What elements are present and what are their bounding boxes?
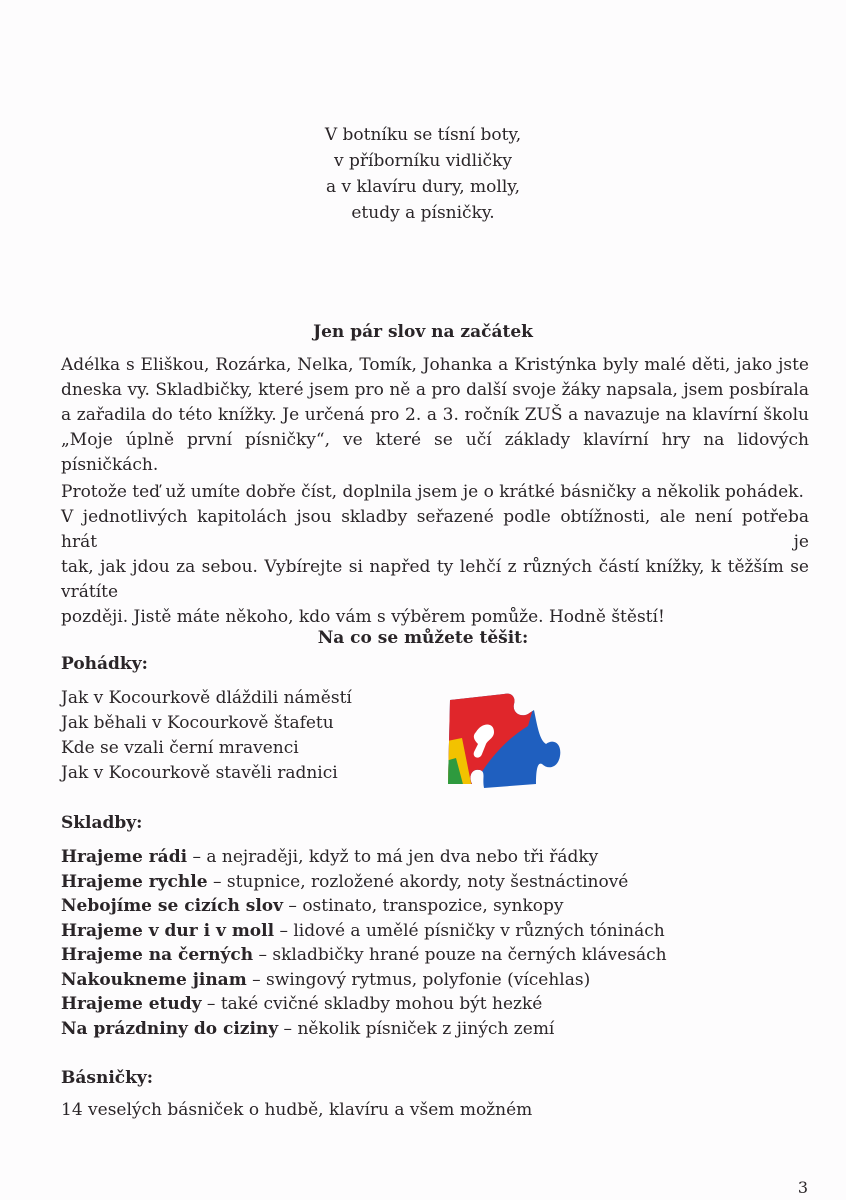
- poem-line: etudy a písničky.: [351, 203, 495, 223]
- paragraph-line: později. Jistě máte někoho, kdo vám s výběrem pomůže. Hodně štěstí!: [61, 607, 665, 627]
- paragraph-line: „Moje úplně první písničky“, ve které se učí základy klavírní hry na lidových písničkách.: [61, 430, 809, 475]
- item-title: Na prázdniny do ciziny: [61, 1018, 279, 1039]
- item-title: Hrajeme etudy: [61, 994, 202, 1014]
- list-item: Jak běhali v Kocourkově štafetu: [61, 713, 334, 733]
- item-title: Hrajeme rychle: [61, 871, 208, 892]
- poem-line: a v klavíru dury, molly,: [325, 177, 521, 197]
- list-item: [61, 968, 667, 993]
- tales-heading: Pohádky:: [61, 654, 148, 674]
- list-item: Jak v Kocourkově dláždili náměstí: [61, 688, 352, 708]
- compositions-list: [61, 845, 667, 1041]
- item-desc: – lidové a umělé písničky v různých tóninách: [274, 920, 665, 941]
- puzzle-yellow-corner: [538, 692, 564, 732]
- item-desc: – ostinato, transpozice, synkopy: [283, 896, 564, 916]
- item-title: Hrajeme rádi: [61, 847, 188, 867]
- item-title: Hrajeme v dur i v moll: [61, 920, 275, 941]
- poems-heading: Básničky:: [61, 1068, 154, 1088]
- list-item: [61, 845, 667, 870]
- intro-paragraph-2: [61, 480, 809, 630]
- contents-heading: Na co se můžete těšit:: [317, 628, 529, 648]
- list-item: [61, 894, 667, 919]
- list-item: [61, 943, 667, 968]
- item-desc: – a nejraději, když to má jen dva nebo tři řádky: [187, 847, 599, 867]
- list-item: [61, 992, 667, 1017]
- tales-list: [61, 686, 352, 786]
- poem-line: V botníku se tísní boty,: [324, 125, 522, 145]
- intro-paragraph-1: [61, 353, 809, 478]
- puzzle-piece-image: [442, 692, 564, 792]
- item-desc: – několik písniček z jiných zemí: [278, 1018, 555, 1039]
- compositions-heading: Skladby:: [61, 813, 143, 833]
- list-item: [61, 1017, 667, 1042]
- item-title: Nebojíme se cizích slov: [61, 896, 284, 916]
- intro-heading: Jen pár slov na začátek: [313, 322, 533, 342]
- paragraph-line: V jednotlivých kapitolách jsou skladby seřazené podle obtížnosti, ale není potřeba hrát je: [61, 507, 809, 552]
- item-desc: – swingový rytmus, polyfonie (vícehlas): [246, 969, 591, 990]
- list-item: Kde se vzali černí mravenci: [61, 738, 299, 758]
- paragraph-line: Protože teď už umíte dobře číst, doplnila jsem je o krátké básničky a několik pohádek.: [61, 482, 804, 502]
- opening-poem: [0, 122, 846, 226]
- list-item: [61, 870, 667, 895]
- paragraph-line: tak, jak jdou za sebou. Vybírejte si napřed ty lehčí z různých částí knížky, k těžším se vrátíte: [61, 557, 809, 602]
- item-desc: – stupnice, rozložené akordy, noty šestnáctinové: [207, 871, 629, 892]
- item-desc: – skladbičky hrané pouze na černých klávesách: [253, 945, 667, 965]
- item-title: Hrajeme na černých: [61, 945, 254, 965]
- paragraph-line: Adélka s Eliškou, Rozárka, Nelka, Tomík, Johanka a Kristýnka byly malé děti, jako jste: [61, 355, 809, 375]
- paragraph-line: dneska vy. Skladbičky, které jsem pro ně a pro další svoje žáky napsala, jsem posbírala: [61, 380, 809, 400]
- list-item: [61, 919, 667, 944]
- poems-description: 14 veselých básniček o hudbě, klavíru a všem možném: [61, 1100, 533, 1120]
- item-desc: – také cvičné skladby mohou být hezké: [201, 994, 543, 1014]
- poem-line: v příborníku vidličky: [334, 151, 512, 171]
- item-title: Nakoukneme jinam: [61, 969, 247, 990]
- paragraph-line: a zařadila do této knížky. Je určená pro 2. a 3. ročník ZUŠ a navazuje na klavírní školu: [61, 405, 809, 425]
- page-number: 3: [797, 1178, 808, 1197]
- list-item: Jak v Kocourkově stavěli radnici: [61, 763, 338, 783]
